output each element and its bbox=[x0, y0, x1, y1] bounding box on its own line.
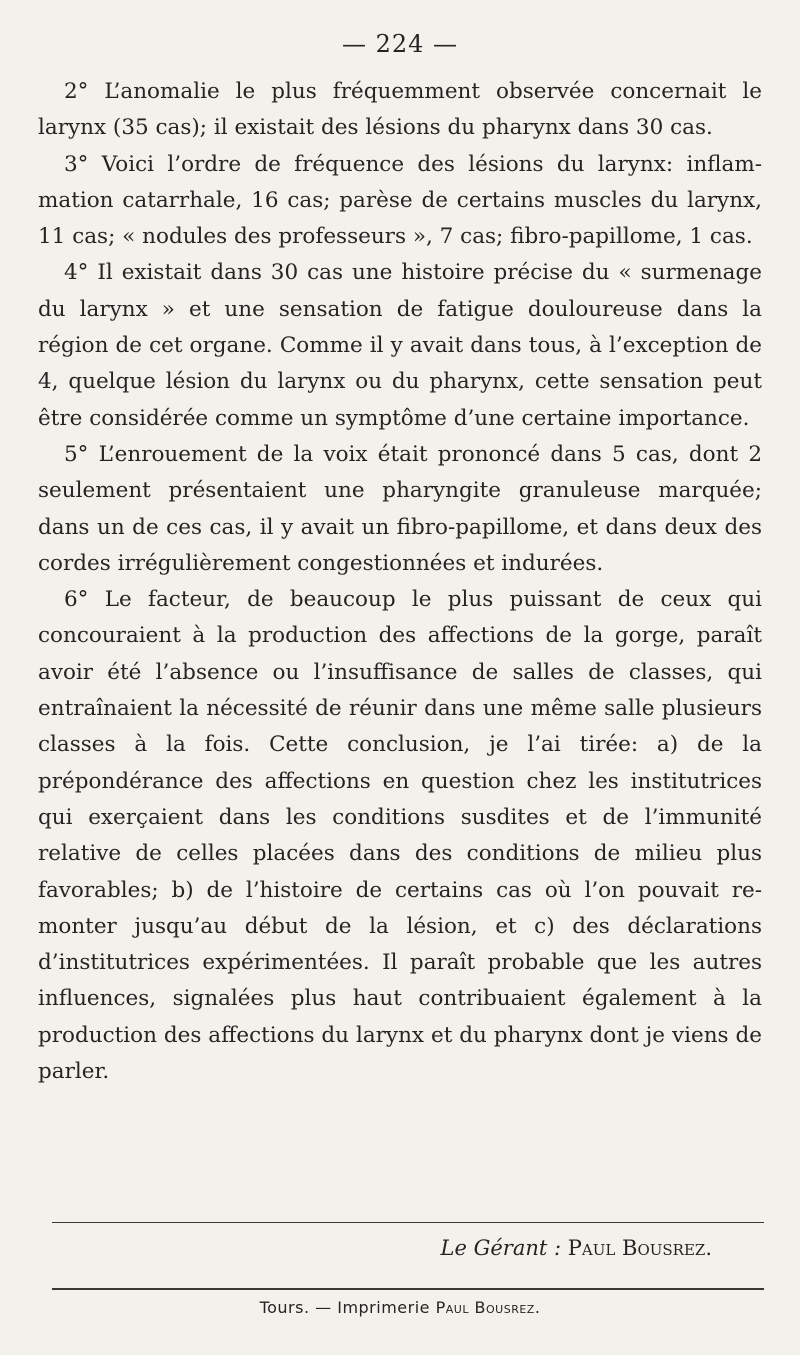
signature-name: Paul Bousrez. bbox=[567, 1236, 712, 1260]
paragraph-2: 2° L’anomalie le plus fréquemment observée concernait le larynx (35 cas); il existait des lésions du pharynx dans 30 cas. bbox=[38, 79, 762, 141]
signature-role: Le Gérant : bbox=[440, 1236, 562, 1260]
imprint-name: Paul Bousrez. bbox=[435, 1298, 541, 1317]
page-number: — 224 — bbox=[341, 30, 459, 58]
body-text bbox=[38, 74, 762, 1090]
printer-imprint bbox=[0, 1298, 800, 1317]
paragraph-5: 5° L’enrouement de la voix était prononcé dans 5 cas, dont 2 seulement présentaient une pharyngite granuleuse marquée; dans un de ces cas, il y avait un fibro-papillome, et dans deux des cordes irrégulièrement congestionnées et indurées. bbox=[38, 441, 762, 576]
imprint-prefix: Tours. — Imprimerie bbox=[259, 1298, 430, 1317]
paragraph-6: 6° Le facteur, de beaucoup le plus puissant de ceux qui concouraient à la production des affections de la gorge, paraît avoir été l’absence ou l’insuffisance de salles de classes, qui entraînaient la nécessité de réunir dans une même salle plusieurs classes à la fois. Cette conclusion, je l’ai tirée: a) de la prépondérance des affections en question chez les institutrices qui exerçaient dans les conditions susdites et de l’immunité relative de celles placées dans des conditions de milieu plus favorables; b) de l’histoire de certains cas où l’on pouvait remonter jusqu’au début de la lésion, et c) des déclarations d’institutrices expérimentées. Il paraît probable que les autres influences, signalées plus haut contribuaient également à la production des affections du larynx et du pharynx dont je viens de parler. bbox=[38, 587, 762, 1085]
signature bbox=[441, 1236, 712, 1260]
bottom-divider bbox=[52, 1288, 764, 1290]
paragraph-4: 4° Il existait dans 30 cas une histoire précise du « surmenage du larynx » et une sensation de fatigue douloureuse dans la région de cet organe. Comme il y avait dans tous, à l’exception de 4, quelque lésion du larynx ou du pharynx, cette sensation peut être considérée comme un symptôme d’une certaine importance. bbox=[38, 260, 762, 431]
top-divider bbox=[52, 1222, 764, 1223]
paragraph-3: 3° Voici l’ordre de fréquence des lésions du larynx: inflammation catarrhale, 16 cas; parèse de certains muscles du larynx, 11 cas; « nodules des professeurs », 7 cas; fibro-papillome, 1 cas. bbox=[38, 151, 762, 250]
